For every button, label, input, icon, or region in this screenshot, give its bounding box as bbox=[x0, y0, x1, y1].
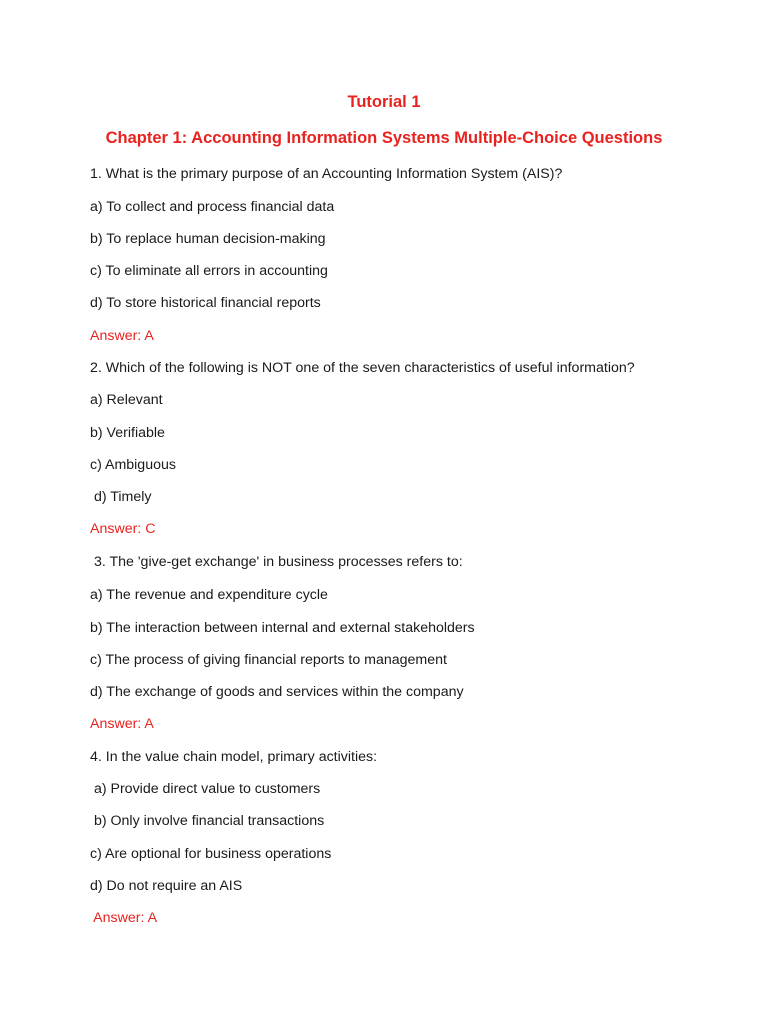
question-3-option-a: a) The revenue and expenditure cycle bbox=[90, 587, 328, 603]
question-2-option-a: a) Relevant bbox=[90, 392, 163, 408]
question-1-answer: Answer: A bbox=[90, 328, 154, 344]
question-4-text: 4. In the value chain model, primary activities: bbox=[90, 749, 378, 765]
question-2-option-c: c) Ambiguous bbox=[90, 457, 176, 473]
question-4-option-b: b) Only involve financial transactions bbox=[90, 813, 325, 829]
question-3-option-d: d) The exchange of goods and services within the company bbox=[90, 684, 464, 700]
question-3-answer: Answer: A bbox=[90, 716, 154, 732]
question-1-option-c: c) To eliminate all errors in accounting bbox=[90, 263, 328, 279]
question-2-option-b: b) Verifiable bbox=[90, 425, 165, 441]
tutorial-title: Tutorial 1 bbox=[347, 93, 421, 111]
question-3-text: 3. The 'give-get exchange' in business processes refers to: bbox=[90, 554, 463, 570]
question-1-option-a: a) To collect and process financial data bbox=[90, 199, 335, 215]
question-1-text: 1. What is the primary purpose of an Accounting Information System (AIS)? bbox=[90, 166, 563, 182]
question-4-option-a: a) Provide direct value to customers bbox=[90, 781, 321, 797]
question-4-option-c: c) Are optional for business operations bbox=[90, 846, 332, 862]
question-4-answer: Answer: A bbox=[90, 910, 158, 926]
question-1-option-d: d) To store historical financial reports bbox=[90, 295, 321, 311]
chapter-heading: Chapter 1: Accounting Information Systems Multiple-Choice Questions bbox=[105, 129, 663, 147]
question-2-option-d: d) Timely bbox=[90, 489, 152, 505]
question-3-option-b: b) The interaction between internal and external stakeholders bbox=[90, 620, 475, 636]
question-1-option-b: b) To replace human decision-making bbox=[90, 231, 326, 247]
question-4-option-d: d) Do not require an AIS bbox=[90, 878, 243, 894]
question-2-text: 2. Which of the following is NOT one of the seven characteristics of useful information? bbox=[90, 360, 635, 376]
question-3-option-c: c) The process of giving financial reports to management bbox=[90, 652, 447, 668]
question-2-answer: Answer: C bbox=[90, 521, 156, 537]
